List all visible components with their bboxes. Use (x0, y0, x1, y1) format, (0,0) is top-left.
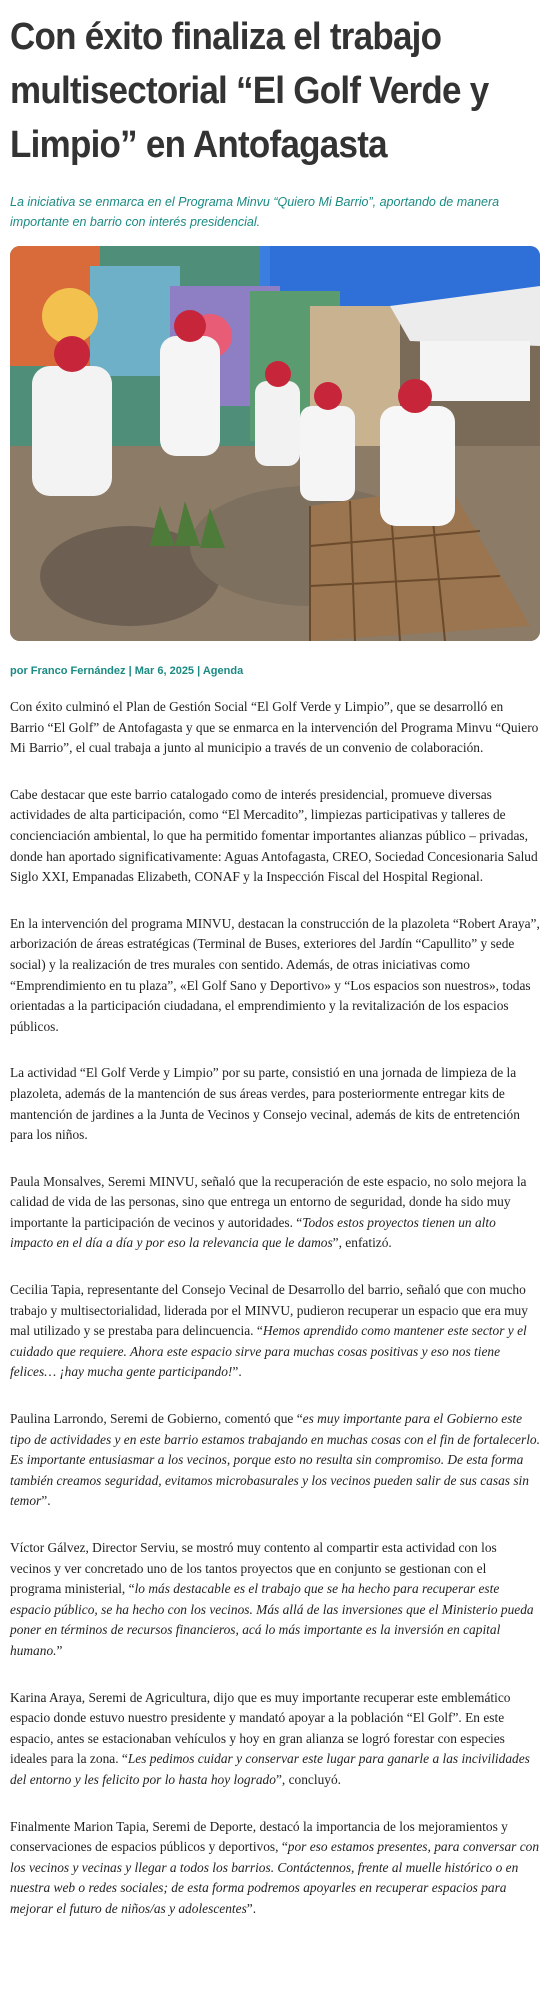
date-text: Mar 6, 2025 (134, 665, 195, 677)
paragraph: En la intervención del programa MINVU, destacan la construcción de la plazoleta “Robert Araya”, arborización de áreas estratégicas (Terminal de Buses, exteriores del Jardín “Capullito” y sede social) y la realización de tres murales con sentido. Además, de otras iniciativas como “Emprendimiento en tu plaza”, «El Golf Sano y Deportivo» y “Los espacios son nuestros», todas orientadas a la participación ciudadana, el emprendimiento y la revitalización de los espacios públicos. (10, 915, 540, 1034)
paragraph: Con éxito culminó el Plan de Gestión Social “El Golf Verde y Limpio”, que se desarrolló en Barrio “El Golf” de Antofagasta y que se enmarca en la intervención del Programa Minvu “Quiero Mi Barrio”, el cual trabaja a junto al municipio a través de un convenio de colaboración. (10, 699, 539, 756)
paragraph: Víctor Gálvez, Director Serviu, se mostró muy contento al compartir esta actividad con los vecinos y ver concretado uno de los tantos proyectos que en conjunto se gestionan con el programa ministerial, “lo más destacable es el trabajo que se ha hecho para recuperar este espacio público, se ha hecho con los vecinos. Más allá de las inversiones que el Ministerio pueda poner en términos de recursos financieros, acá lo más importante es la inversión en capital humano.” (10, 1540, 534, 1658)
category-link[interactable]: Agenda (202, 665, 244, 677)
paragraph: Cabe destacar que este barrio catalogado como de interés presidencial, promueve diversas actividades de alta participación, como “El Mercadito”, limpiezas participativas y talleres de concienciación ambiental, lo que ha permitido fomentar importantes alianzas público – privadas, donde han aportado significativamente: Aguas Antofagasta, CREO, Sociedad Concesionaria Salud Siglo XXI, Empanadas Elizabeth, CONAF y la Inspección Fiscal del Hospital Regional. (10, 786, 538, 885)
paragraph: Paulina Larrondo, Seremi de Gobierno, comentó que “es muy importante para el Gobierno este tipo de actividades y en este barrio estamos trabajando en muchas cosas con el fin de fortalecerlo. Es importante entusiasmar a los vecinos, porque esto no resulta sin compromiso. De esta forma también creamos seguridad, evitamos microbasurales y los vecinos pueden salir de sus casas sin temor”. (10, 1411, 540, 1509)
paragraph: Karina Araya, Seremi de Agricultura, dijo que es muy importante recuperar este emblemático espacio donde estuvo nuestro presidente y mandató apoyar a la población “El Golf”. En este espacio, antes se estacionaban vehículos y hoy en gran alianza se logró forestar con especies ideales para la zona. “Les pedimos cuidar y conservar este lugar para ganarle a las incivilidades del entorno y les felicito por lo hasta hoy logrado”, concluyó. (10, 1689, 530, 1787)
author-link[interactable]: por Franco Fernández (10, 665, 126, 677)
meta-separator: | (125, 665, 135, 677)
article-lead: La iniciativa se enmarca en el Programa Minvu “Quiero Mi Barrio”, aportando de manera importante en barrio con interés presidencial. (10, 195, 500, 229)
paragraph: Cecilia Tapia, representante del Consejo Vecinal de Desarrollo del barrio, señaló que con mucho trabajo y multisectorialidad, liderada por el MINVU, pudieron recuperar un espacio que era muy mal utilizado y se prestaba para delincuencia. “Hemos aprendido como mantener este sector y el cuidado que requiere. Ahora este espacio sirve para muchas cosas positivas y eso nos tiene felices… ¡hay mucha gente participando!”. (10, 1282, 528, 1380)
paragraph: Finalmente Marion Tapia, Seremi de Deporte, destacó la importancia de los mejoramientos y conservaciones de espacios públicos y deportivos, “por eso estamos presentes, para conversar con los vecinos y vecinas y llegar a todos los barrios. Contáctennos, frente al muelle histórico o en nuestra web o redes sociales; de esta forma podremos apoyarles en recuperar espacios para mejorar el futuro de niños/as y adolescentes”. (10, 1818, 540, 1916)
article-meta (10, 665, 540, 677)
meta-separator: | (194, 665, 203, 677)
article-photo (10, 246, 540, 641)
paragraph: Paula Monsalves, Seremi MINVU, señaló que la recuperación de este espacio, no solo mejora la calidad de vida de las personas, sino que entrega un entorno de seguridad, donde ha sido muy importante la participación de vecinos y autoridades. “Todos estos proyectos tienen un alto impacto en el día a día y por eso la relevancia que le damos”, enfatizó. (10, 1173, 527, 1251)
paragraph: La actividad “El Golf Verde y Limpio” por su parte, consistió en una jornada de limpieza de la plazoleta, además de la mantención de sus áreas verdes, para posteriormente entregar kits de mantención de jardines a la Junta de Vecinos y Consejo vecinal, además de kits de entretención para los niños. (10, 1065, 520, 1143)
article-title: Con éxito finaliza el trabajo multisectorial “El Golf Verde y Limpio” en Antofagasta (10, 16, 489, 166)
article-body (10, 697, 540, 1920)
